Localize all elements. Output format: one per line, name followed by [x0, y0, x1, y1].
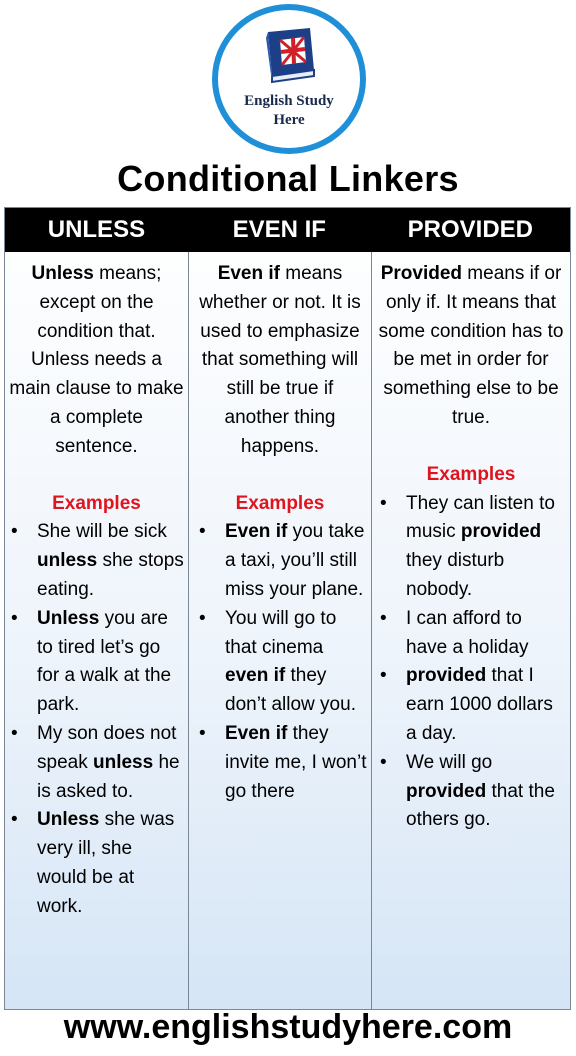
list-item: • They can listen to music provided they disturb nobody. [372, 490, 570, 605]
column-unless [5, 252, 188, 1009]
list-item: • Unless she was very ill, she would be at work. [5, 806, 188, 921]
description [5, 260, 188, 462]
linkers-table [4, 207, 571, 1010]
list-item: • provided that I earn 1000 dollars a day. [372, 662, 570, 748]
column-even-if [188, 252, 371, 1009]
description-text: means if or only if. It means that some condition has to be met in order for something else to be true. [378, 263, 564, 428]
list-item: • My son does not speak unless he is asked to. [5, 720, 188, 806]
example-list [5, 518, 188, 921]
logo-text-line1: English Study [244, 93, 334, 109]
logo [206, 4, 372, 158]
header-provided: PROVIDED [407, 216, 534, 243]
table-header [5, 208, 570, 252]
examples-label: Examples [52, 492, 141, 514]
list-item: • I can afford to have a holiday [372, 605, 570, 663]
page-title: Conditional Linkers [117, 158, 459, 199]
column-provided [371, 252, 570, 1009]
description-text: means whether or not. It is used to emphasize that something will still be true if another thing happens. [199, 263, 361, 457]
keyword: Provided [380, 263, 463, 284]
list-item: • You will go to that cinema even if they don’t allow you. [189, 605, 371, 720]
description [372, 260, 570, 433]
list-item: • Even if they invite me, I won’t go there [189, 720, 371, 806]
list-item: • Even if you take a taxi, you’ll still miss your plane. [189, 518, 371, 604]
header-even-if: EVEN IF [232, 216, 326, 243]
list-item: • Unless you are to tired let’s go for a walk at the park. [5, 605, 188, 720]
keyword: Unless [31, 263, 94, 284]
example-list [189, 518, 371, 806]
examples-label: Examples [235, 492, 325, 514]
examples-label: Examples [426, 463, 516, 485]
list-item: • She will be sick unless she stops eating. [5, 518, 188, 604]
example-list [372, 490, 570, 836]
logo-text-line2: Here [273, 112, 305, 128]
header-unless: UNLESS [47, 216, 146, 243]
list-item: • We will go provided that the others go. [372, 749, 570, 835]
website-url: www.englishstudyhere.com [63, 1008, 513, 1046]
book-flag-icon [258, 26, 320, 84]
description [189, 260, 371, 462]
keyword: Even if [217, 263, 280, 284]
description-text: means; except on the condition that. Unless needs a main clause to make a complete sentence. [9, 263, 184, 457]
